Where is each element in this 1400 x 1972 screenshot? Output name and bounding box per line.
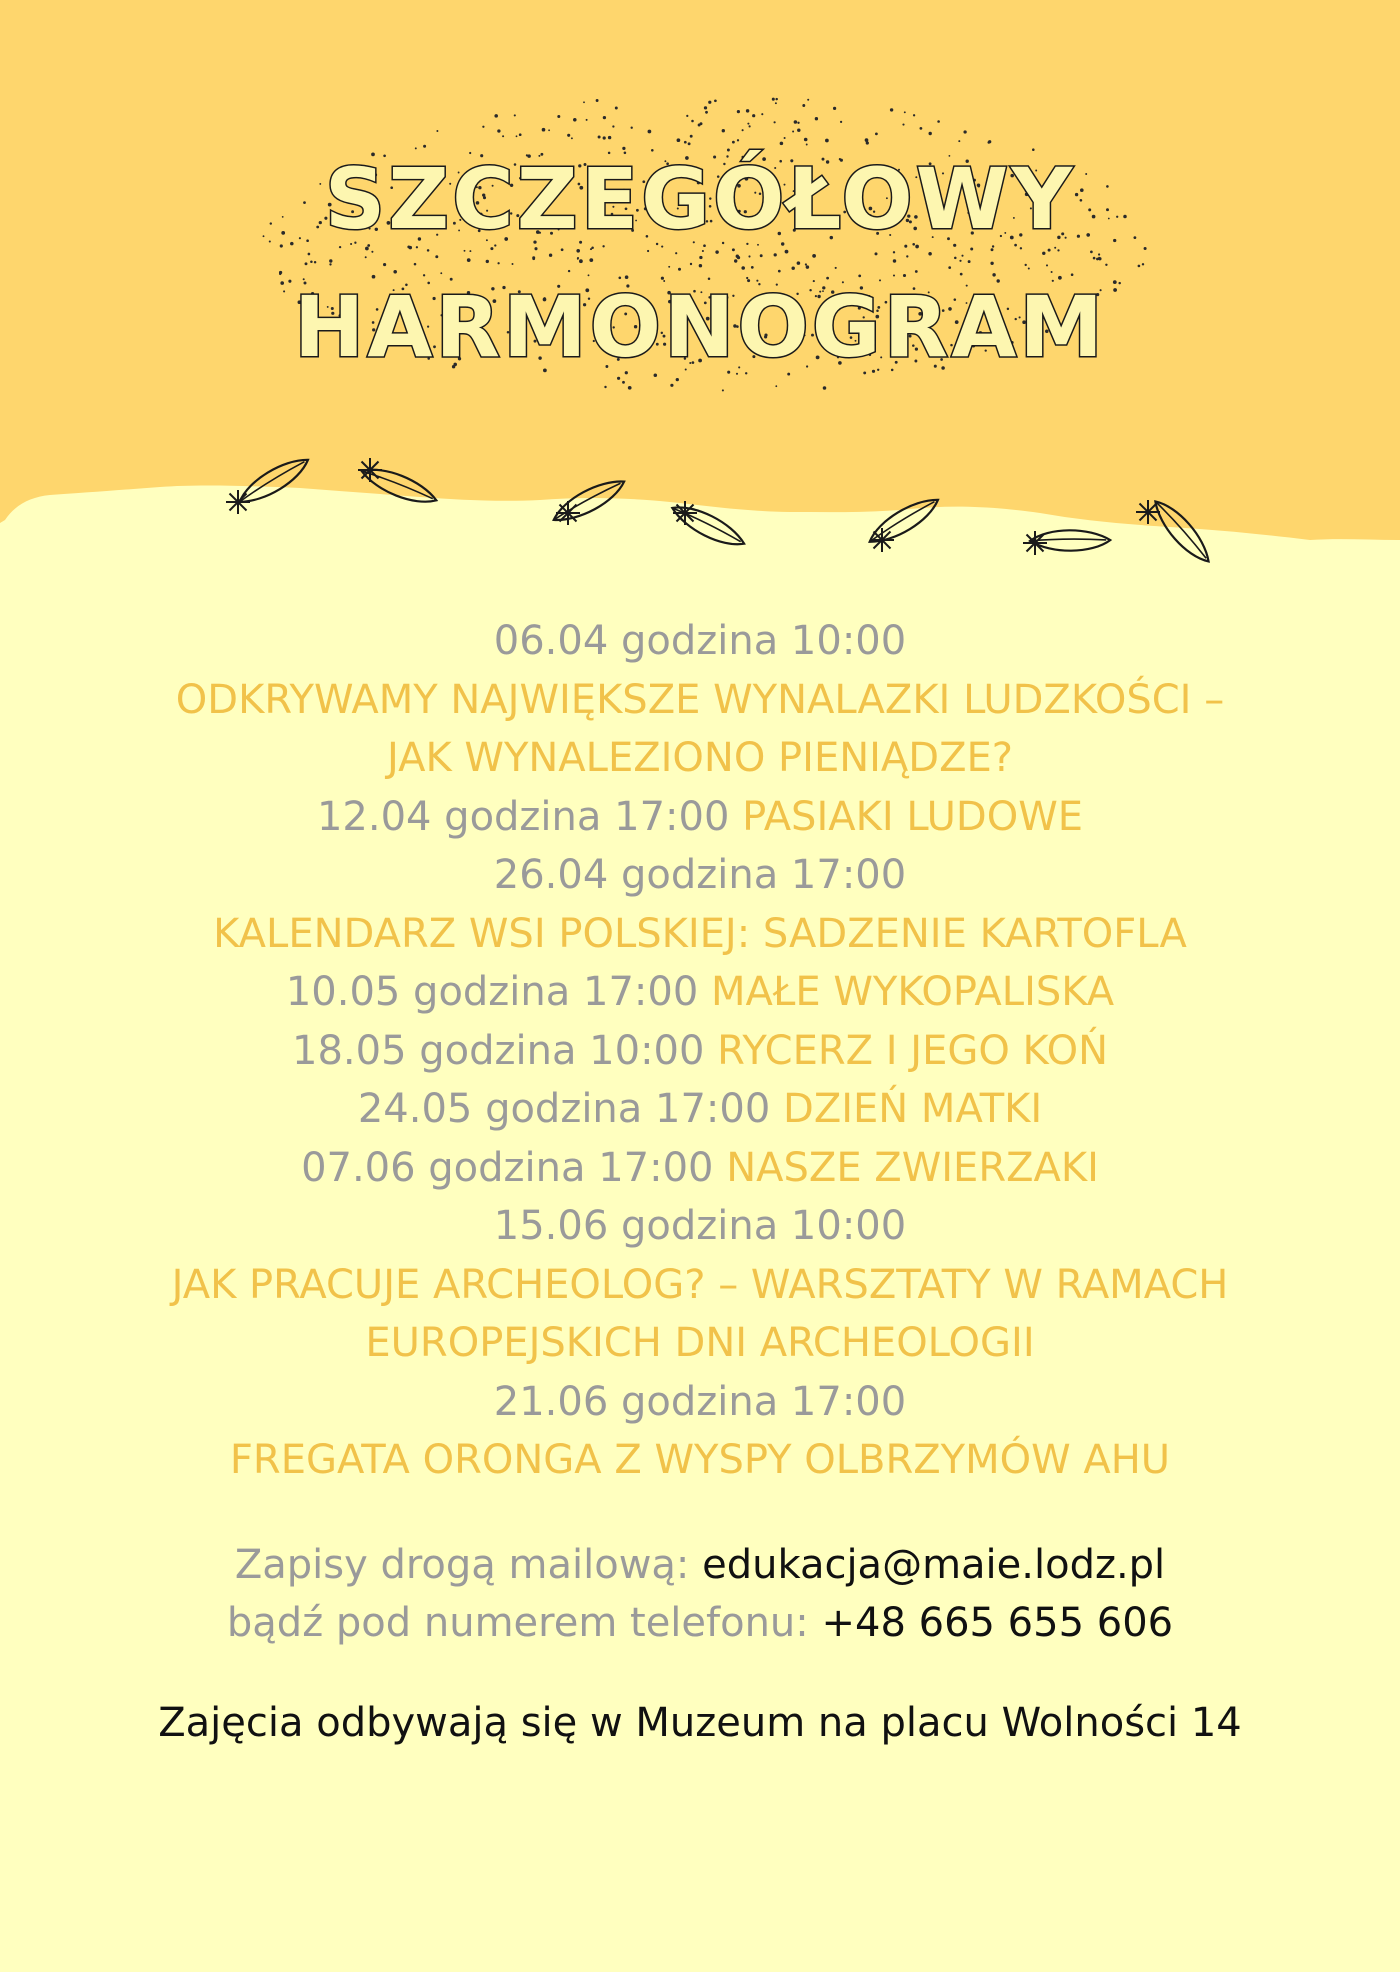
event-title: FREGATA ORONGA Z WYSPY OLBRZYMÓW AHU bbox=[229, 1437, 1171, 1483]
event-title: PASIAKI LUDOWE bbox=[742, 793, 1084, 840]
phone-row bbox=[0, 1594, 1400, 1652]
email-row bbox=[0, 1536, 1400, 1594]
sparkle-icon bbox=[556, 501, 580, 525]
sparkle-icon bbox=[358, 458, 382, 482]
event-title: KALENDARZ WSI POLSKIEJ: SADZENIE KARTOFLA bbox=[213, 910, 1187, 957]
schedule-line bbox=[0, 1022, 1400, 1081]
title-line-2: HARMONOGRAM bbox=[294, 278, 1106, 376]
location-note: Zajęcia odbywają się w Muzeum na placu Wolności 14 bbox=[158, 1700, 1242, 1746]
event-date: 06.04 godzina 10:00 bbox=[493, 618, 907, 664]
schedule-line bbox=[0, 729, 1400, 788]
event-title: JAK WYNALEZIONO PIENIĄDZE? bbox=[386, 735, 1013, 781]
schedule-line bbox=[0, 671, 1400, 730]
event-title: JAK PRACUJE ARCHEOLOG? – WARSZTATY W RAMACH bbox=[171, 1261, 1229, 1308]
email-address[interactable]: edukacja@maie.lodz.pl bbox=[702, 1542, 1166, 1588]
schedule-line bbox=[0, 1431, 1400, 1490]
sparkle-icon bbox=[870, 528, 894, 552]
sparkle-icon bbox=[673, 501, 697, 525]
event-date: 18.05 godzina 10:00 bbox=[292, 1027, 705, 1074]
sparkle-icon bbox=[1023, 531, 1047, 555]
phone-number[interactable]: +48 665 655 606 bbox=[821, 1600, 1174, 1646]
schedule-line bbox=[0, 1197, 1400, 1256]
email-label: Zapisy drogą mailową: bbox=[234, 1542, 690, 1588]
event-date: 07.06 godzina 17:00 bbox=[301, 1144, 714, 1191]
event-date: 12.04 godzina 17:00 bbox=[316, 793, 730, 840]
schedule-line bbox=[0, 788, 1400, 847]
sparkle-icon bbox=[1136, 500, 1160, 524]
event-date: 26.04 godzina 17:00 bbox=[493, 852, 907, 898]
schedule-line bbox=[0, 1139, 1400, 1198]
schedule-line bbox=[0, 846, 1400, 905]
schedule-line bbox=[0, 1373, 1400, 1432]
schedule-line bbox=[0, 612, 1400, 671]
schedule-line bbox=[0, 963, 1400, 1022]
event-date: 10.05 godzina 17:00 bbox=[285, 969, 699, 1015]
schedule-line bbox=[0, 905, 1400, 964]
schedule-line bbox=[0, 1256, 1400, 1315]
contact-info bbox=[0, 1536, 1400, 1652]
event-title: RYCERZ I JEGO KOŃ bbox=[717, 1027, 1108, 1074]
event-title: EUROPEJSKICH DNI ARCHEOLOGII bbox=[365, 1320, 1035, 1366]
event-date: 24.05 godzina 17:00 bbox=[357, 1086, 771, 1132]
event-title: DZIEŃ MATKI bbox=[783, 1086, 1043, 1132]
schedule-line bbox=[0, 1080, 1400, 1139]
title-line-1: SZCZEGÓŁOWY bbox=[324, 150, 1076, 248]
event-title: ODKRYWAMY NAJWIĘKSZE WYNALAZKI LUDZKOŚCI – bbox=[175, 676, 1225, 723]
schedule-list bbox=[0, 612, 1400, 1490]
schedule-line bbox=[0, 1314, 1400, 1373]
phone-label: bądź pod numerem telefonu: bbox=[226, 1600, 809, 1646]
sparkle-icon bbox=[226, 490, 250, 514]
torn-paper-edge bbox=[0, 0, 1400, 540]
event-date: 15.06 godzina 10:00 bbox=[493, 1203, 907, 1249]
event-title: NASZE ZWIERZAKI bbox=[726, 1144, 1099, 1191]
event-title: MAŁE WYKOPALISKA bbox=[711, 969, 1115, 1015]
event-date: 21.06 godzina 17:00 bbox=[493, 1378, 907, 1425]
